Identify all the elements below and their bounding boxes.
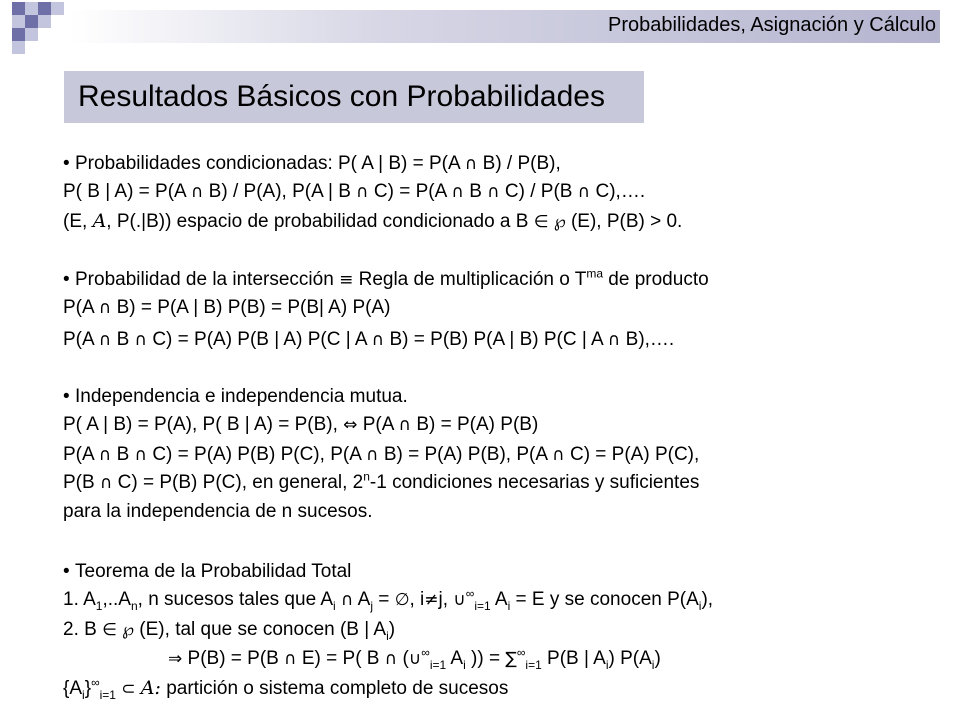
text: Regla de multiplicación o T [353, 269, 587, 290]
superscript: n [363, 469, 370, 484]
line-1 [63, 152, 561, 176]
text: ( [397, 648, 409, 669]
intersection-symbol: ∩ [607, 330, 621, 350]
text: P(B [63, 472, 100, 493]
element-of-symbol: ∈ [102, 620, 117, 640]
text: )) = [465, 648, 506, 669]
line-12 [63, 560, 351, 584]
logo-square-dark-4 [12, 28, 25, 41]
text: (E), tal que se conocen (B | A [134, 619, 387, 640]
intersection-symbol: ∩ [464, 154, 478, 174]
text: P(B) = P(B [182, 648, 285, 669]
superscript: ∞ [465, 586, 475, 601]
subscript: 1 [95, 598, 103, 613]
text: 2. B [63, 619, 103, 640]
intersection-symbol: ∩ [577, 182, 591, 202]
text: B) / P(A), P(A | B [203, 181, 357, 202]
logo-square-dark-3 [25, 15, 38, 28]
text: , i [409, 589, 425, 610]
line-15 [168, 647, 661, 671]
text: = E y se conocen P(A [510, 589, 699, 610]
text: ) [654, 648, 661, 669]
intersection-symbol: ∩ [487, 182, 500, 202]
logo-square-dark-2 [38, 2, 51, 15]
intersection-symbol: ∩ [341, 590, 354, 610]
logo-square-light-4 [38, 15, 51, 28]
text: B) = P(A) P(B) [411, 414, 539, 435]
text: ) P(A [608, 648, 652, 669]
subscript: i=1 [429, 657, 447, 672]
slide-title: Resultados Básicos con Probabilidades [78, 80, 605, 113]
line-2 [63, 180, 645, 204]
subset-symbol: ⊂ [121, 679, 136, 699]
sigma-algebra-symbol: A: [140, 677, 161, 699]
text: j, [438, 589, 454, 610]
intersection-symbol: ∩ [98, 445, 112, 465]
intersection-symbol: ∩ [366, 445, 379, 465]
superscript: ∞ [91, 675, 100, 690]
subscript: n [130, 598, 138, 613]
logo-square-light-5 [25, 28, 38, 41]
text: P(A [63, 329, 99, 350]
iff-symbol: ⇔ [343, 415, 358, 435]
text: C),…. [590, 181, 646, 202]
text: Teorema de la Probabilidad Total [75, 561, 352, 582]
text: B [463, 181, 488, 202]
text: P(A [63, 444, 99, 465]
text: , n sucesos tales que A [137, 589, 334, 610]
not-equal-symbol: ≠ [424, 590, 439, 610]
text: C) / P(B [499, 181, 578, 202]
subscript: i [82, 687, 85, 702]
subscript: i [605, 657, 609, 672]
text: C) = P(A) P(C), [564, 444, 700, 465]
line-5 [63, 296, 390, 320]
line-3 [63, 209, 682, 234]
line-13 [63, 588, 713, 612]
sum-symbol: ∑ [505, 649, 517, 669]
element-of-symbol: ∈ [533, 212, 549, 232]
bullet: • [63, 269, 70, 290]
line-8 [63, 413, 538, 437]
intersection-symbol: ∩ [190, 182, 204, 202]
logo-square-light-6 [12, 41, 25, 54]
text: = [373, 589, 395, 610]
text: , P(.|B)) espacio de probabilidad condicionado a B [106, 211, 534, 232]
text: C) = P(A) P(B) P(C), P(A [147, 444, 367, 465]
intersection-symbol: ∩ [398, 415, 412, 435]
union-symbol: ∪ [408, 649, 422, 669]
logo-square-light-3 [12, 15, 25, 28]
logo-square-dark-1 [12, 2, 25, 15]
text: {A [63, 678, 83, 699]
intersection-symbol: ∩ [451, 182, 464, 202]
text: ,..A [102, 589, 131, 610]
text: de producto [603, 269, 709, 290]
subscript: i [507, 598, 511, 613]
intersection-symbol: ∩ [99, 473, 113, 493]
text: P(A [63, 297, 99, 318]
subscript: i [463, 657, 466, 672]
text: Probabilidades condicionadas: P( A | B) = P(A [75, 153, 465, 174]
intersection-symbol: ∩ [134, 330, 148, 350]
implies-symbol: ⇒ [168, 649, 183, 669]
text: P( B | A) = P(A [63, 181, 191, 202]
text: A [490, 589, 508, 610]
text: ), [701, 589, 714, 610]
subscript: i=1 [99, 687, 116, 702]
text: B) = P(A) P(B), P(A [378, 444, 553, 465]
subscript: i [386, 628, 389, 643]
subscript: i [651, 657, 655, 672]
sigma-algebra-symbol: A [92, 210, 107, 232]
empty-set-symbol: ∅ [394, 590, 410, 610]
powerset-symbol: ℘ [553, 212, 566, 232]
line-4 [63, 268, 709, 292]
text: A [353, 589, 371, 610]
text: B) = P(B) P(A | B) P(C | A [384, 329, 608, 350]
text: } [84, 678, 92, 699]
text: A [446, 648, 464, 669]
text: ) [388, 619, 396, 640]
subscript: i [698, 598, 702, 613]
text: -1 condiciones necesarias y suficientes [369, 472, 700, 493]
text: P( A | B) = P(A), P( B | A) = P(B), [63, 414, 344, 435]
text: partición o sistema completo de sucesos [160, 678, 509, 699]
logo-square-light-2 [51, 2, 64, 15]
line-11 [63, 500, 373, 524]
superscript: ∞ [421, 645, 430, 660]
line-7 [63, 385, 408, 409]
intersection-symbol: ∩ [134, 445, 148, 465]
subscript: i=1 [474, 598, 491, 613]
line-16 [63, 676, 508, 701]
subscript: j [370, 598, 374, 613]
intersection-symbol: ∩ [284, 649, 297, 669]
powerset-symbol: ℘ [122, 620, 135, 640]
intersection-symbol: ∩ [371, 330, 385, 350]
superscript: ma [586, 266, 604, 281]
logo-square-light-1 [25, 2, 38, 15]
text: P(A [357, 414, 399, 435]
line-9 [63, 443, 699, 467]
line-6 [63, 328, 674, 352]
text: B [111, 444, 135, 465]
slide-title-box [64, 71, 644, 123]
text: B),…. [620, 329, 675, 350]
text: Independencia e independencia mutua. [75, 386, 408, 407]
text: para la independencia de n sucesos. [63, 501, 373, 522]
bullet: • [63, 561, 70, 582]
subscript: i=1 [525, 657, 542, 672]
header-title: Probabilidades, Asignación y Cálculo [608, 14, 936, 36]
bullet: • [63, 153, 70, 174]
superscript: ∞ [516, 645, 526, 660]
subscript: i [333, 598, 336, 613]
text: C) = P(A) P(B | A) P(C | A [147, 329, 372, 350]
text: P(B | A [541, 648, 606, 669]
equivalence-symbol: ≡ [339, 270, 354, 290]
text: C) = P(B) P(C), en general, 2 [112, 472, 364, 493]
text: B) = P(A | B) P(B) = P(B| A) P(A) [111, 297, 391, 318]
text: 1. A [63, 589, 96, 610]
text: Probabilidad de la intersección [75, 269, 340, 290]
intersection-symbol: ∩ [98, 298, 112, 318]
text: B [111, 329, 135, 350]
text: C) = P(A [368, 181, 452, 202]
text: (E), P(B) > 0. [565, 211, 683, 232]
text: B) / P(B), [477, 153, 561, 174]
bullet: • [63, 386, 70, 407]
intersection-symbol: ∩ [384, 649, 398, 669]
text: E) = P( B [296, 648, 385, 669]
intersection-symbol: ∩ [98, 330, 112, 350]
intersection-symbol: ∩ [552, 445, 565, 465]
line-10 [63, 471, 699, 495]
union-symbol: ∪ [453, 590, 466, 610]
line-14 [63, 618, 395, 642]
text: (E, [63, 211, 93, 232]
intersection-symbol: ∩ [356, 182, 369, 202]
